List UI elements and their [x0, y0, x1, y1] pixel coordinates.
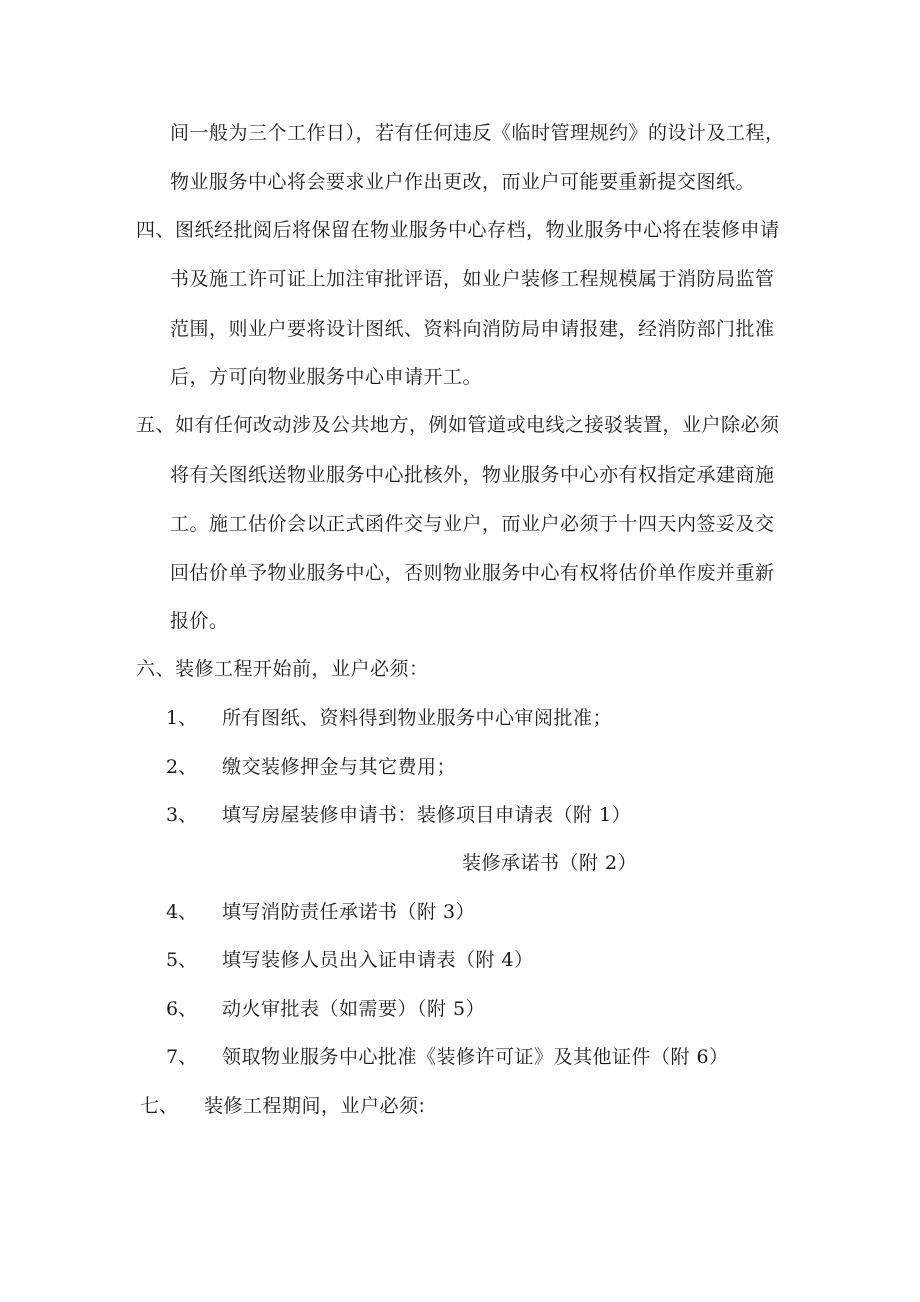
section-seven-heading: 装修工程期间，业户必须:	[204, 1095, 426, 1117]
paragraph-line: 将有关图纸送物业服务中心批核外，物业服务中心亦有权指定承建商施	[170, 464, 775, 486]
list-item-text: 填写房屋装修申请书：装修项目申请表（附 1）	[222, 804, 632, 826]
section-seven-number: 七、	[140, 1095, 179, 1117]
section-four-first-line: 四、图纸经批阅后将保留在物业服务中心存档，物业服务中心将在装修申请	[136, 219, 780, 241]
section-six-heading: 六、装修工程开始前，业户必须：	[136, 658, 429, 680]
list-item-number: 2、	[166, 756, 198, 778]
list-item-number: 6、	[166, 998, 198, 1020]
paragraph-line: 后，方可向物业服务中心申请开工。	[170, 366, 483, 388]
list-item-number: 5、	[166, 949, 198, 971]
list-item-text: 缴交装修押金与其它费用；	[222, 756, 457, 778]
list-item-number: 3、	[166, 804, 198, 826]
paragraph-line: 报价。	[170, 610, 229, 632]
section-five-first-line: 五、如有任何改动涉及公共地方，例如管道或电线之接驳装置，业户除必须	[136, 414, 780, 436]
paragraph-line: 工。施工估价会以正式函件交与业户，而业户必须于十四天内签妥及交	[170, 513, 775, 535]
list-item-text: 领取物业服务中心批准《装修许可证》及其他证件（附 6）	[222, 1046, 729, 1068]
list-item-text: 所有图纸、资料得到物业服务中心审阅批准；	[222, 707, 613, 729]
list-item-number: 1、	[166, 707, 198, 729]
paragraph-line: 回估价单予物业服务中心，否则物业服务中心有权将估价单作废并重新	[170, 562, 775, 584]
list-item-text: 动火审批表（如需要）（附 5）	[222, 998, 486, 1020]
paragraph-line: 间一般为三个工作日），若有任何违反《临时管理规约》的设计及工程，	[170, 122, 785, 144]
list-item-number: 4、	[166, 901, 198, 923]
paragraph-line: 范围，则业户要将设计图纸、资料向消防局申请报建，经消防部门批准	[170, 318, 775, 340]
paragraph-line: 物业服务中心将会要求业户作出更改，而业户可能要重新提交图纸。	[170, 171, 756, 193]
list-item-number: 7、	[166, 1046, 198, 1068]
list-item-text: 填写消防责任承诺书（附 3）	[222, 901, 476, 923]
list-item-text: 填写装修人员出入证申请表（附 4）	[222, 949, 534, 971]
paragraph-line: 书及施工许可证上加注审批评语，如业户装修工程规模属于消防局监管	[170, 268, 775, 290]
list-item-continuation: 装修承诺书（附 2）	[462, 852, 638, 874]
